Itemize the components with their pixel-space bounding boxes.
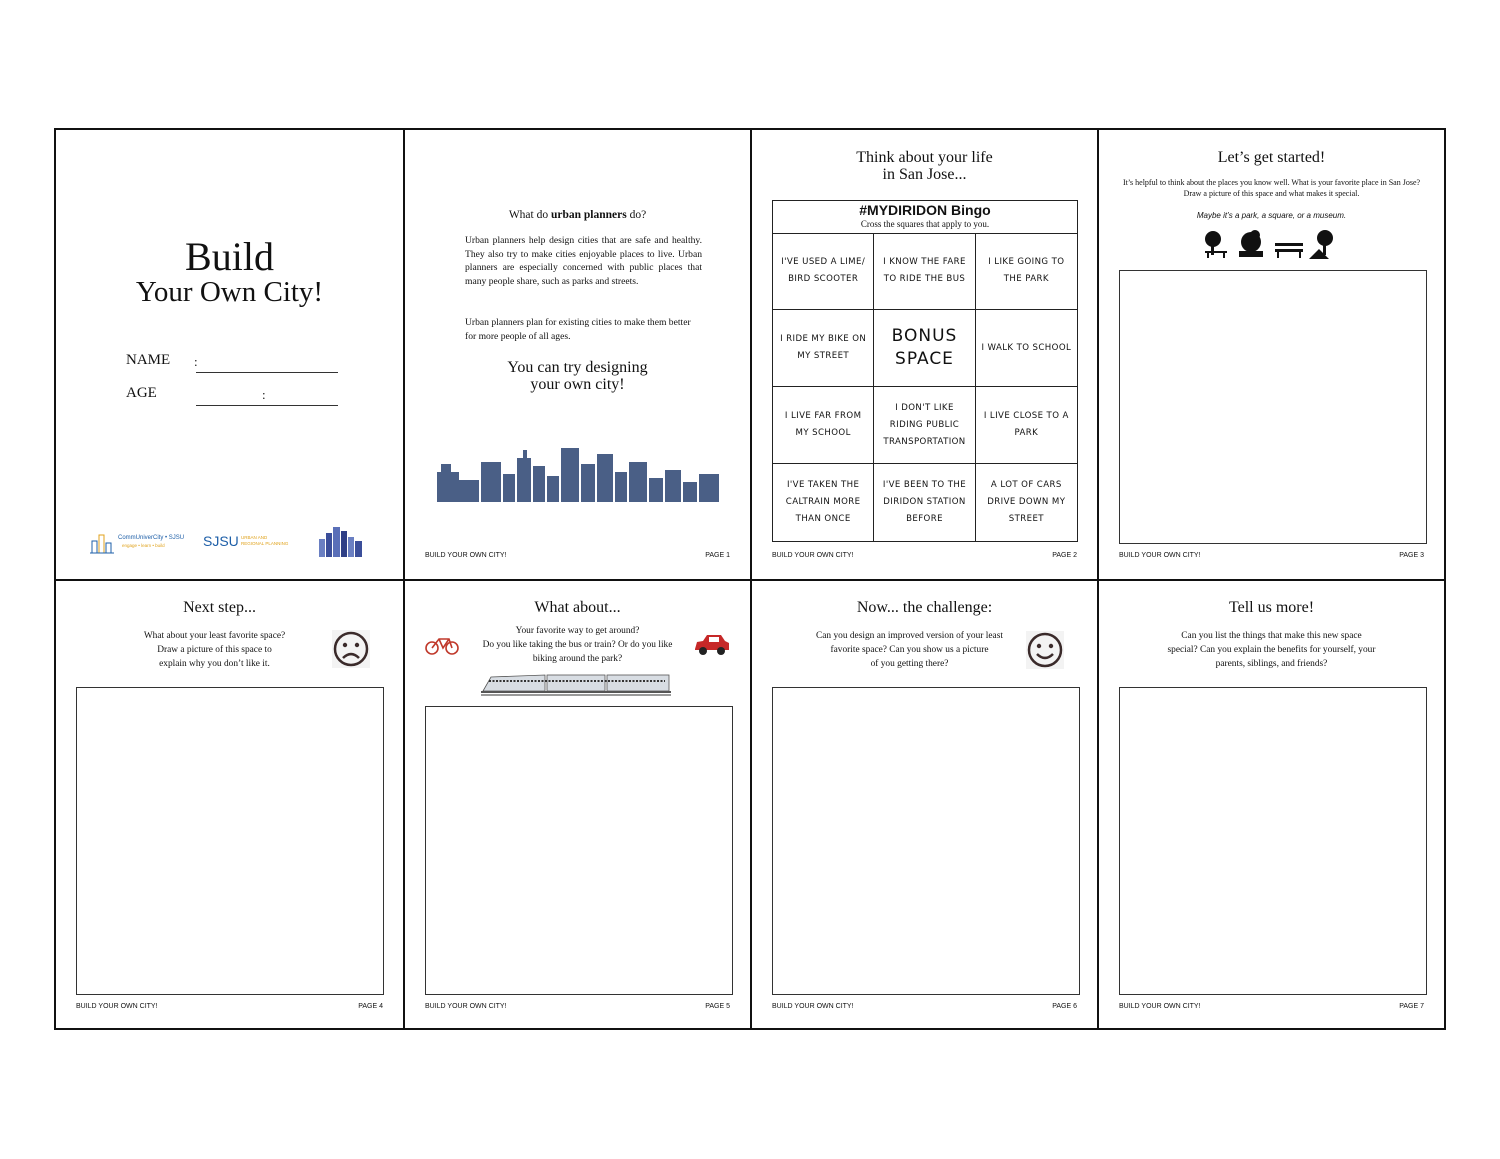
- page-1-cta-line2: your own city!: [530, 376, 625, 393]
- drawing-area[interactable]: [772, 687, 1080, 995]
- footer-label: BUILD YOUR OWN CITY!: [425, 1003, 507, 1010]
- page-1-footer: [425, 552, 730, 559]
- page-4-footer: [76, 1003, 383, 1010]
- sjsu-dept: [241, 535, 288, 547]
- bingo-square[interactable]: I'VE TAKEN THE CALTRAIN MORE THAN ONCE: [773, 464, 874, 541]
- city-icon: [90, 533, 114, 555]
- bingo-square[interactable]: I LIVE CLOSE TO A PARK: [976, 387, 1077, 464]
- page-7-title: Tell us more!: [1228, 599, 1315, 616]
- page-6-line3: of you getting there?: [870, 659, 949, 669]
- page-2-title-line1: Think about your life: [856, 149, 993, 166]
- page-2-title-line2: in San Jose...: [882, 166, 967, 183]
- page-1-panel: [405, 130, 750, 579]
- name-colon: :: [194, 354, 198, 369]
- page-4-title: Next step...: [183, 599, 256, 616]
- bingo-subtitle: Cross the squares that apply to you.: [860, 219, 990, 229]
- page-1-question: [405, 207, 750, 224]
- page-4-line1: What about your least favorite space?: [143, 631, 286, 641]
- bingo-square[interactable]: I RIDE MY BIKE ON MY STREET: [773, 310, 874, 387]
- logo-text: CommUniverCity • SJSU: [118, 535, 185, 541]
- page-number: PAGE 7: [1399, 1003, 1424, 1010]
- page-4-line2: Draw a picture of this space to: [157, 645, 272, 655]
- page-3-title: Let’s get started!: [1217, 149, 1326, 166]
- page-1-paragraph-1: Urban planners help design cities that are safe and healthy. They also try to make cities enjoyable places to live. Urban planners are especially concerned with public places that many people share, such as parks and streets.: [465, 235, 702, 287]
- bingo-grid: [773, 233, 1077, 541]
- question-post: do?: [626, 209, 647, 221]
- page-5-line3: biking around the park?: [532, 654, 623, 664]
- page-1-paragraph-2: Urban planners plan for existing cities to make them better for more people of all ages.: [465, 317, 691, 342]
- booklet-sheet: [54, 128, 1446, 1030]
- page-7-line2: special? Can you explain the benefits for yourself, your: [1167, 645, 1376, 655]
- page-7-line1: Can you list the things that make this new space: [1181, 631, 1362, 641]
- bingo-bonus-square[interactable]: BONUS SPACE: [874, 310, 975, 387]
- communiversity-logo: [90, 531, 185, 557]
- bingo-square[interactable]: I DON'T LIKE RIDING PUBLIC TRANSPORTATION: [874, 387, 975, 464]
- drawing-area[interactable]: [1119, 687, 1427, 995]
- footer-label: BUILD YOUR OWN CITY!: [772, 552, 854, 559]
- bicycle-icon: [425, 635, 459, 655]
- sjsu-dept-line2: REGIONAL PLANNING: [241, 541, 289, 546]
- drawing-area[interactable]: [76, 687, 384, 995]
- page-3-panel: [1099, 130, 1444, 579]
- park-icons: [1201, 229, 1343, 261]
- bingo-header: [773, 201, 1077, 234]
- cover-panel: [56, 130, 403, 579]
- page-5-footer: [425, 1003, 730, 1010]
- question-pre: What do: [508, 209, 551, 221]
- footer-label: BUILD YOUR OWN CITY!: [76, 1003, 158, 1010]
- page-3-text: It’s helpful to think about the places you know well. What is your favorite place in San Jose? Draw a picture of this space and what makes it special.: [1122, 178, 1421, 198]
- name-field[interactable]: [196, 354, 338, 373]
- page-number: PAGE 1: [705, 552, 730, 559]
- page-5-panel: [405, 581, 750, 1030]
- age-label: AGE: [126, 385, 157, 401]
- age-colon: :: [262, 387, 266, 402]
- page-2-footer: [772, 552, 1077, 559]
- bingo-square[interactable]: A LOT OF CARS DRIVE DOWN MY STREET: [987, 480, 1066, 524]
- page-5-title: What about...: [534, 599, 621, 616]
- page-number: PAGE 4: [358, 1003, 383, 1010]
- bingo-card: [772, 200, 1078, 542]
- cover-title: Build: [185, 234, 274, 279]
- page-7-line3: parents, siblings, and friends?: [1215, 659, 1328, 669]
- page-5-line1: Your favorite way to get around?: [515, 626, 640, 636]
- bingo-square[interactable]: I LIKE GOING TO THE PARK: [976, 233, 1077, 310]
- car-icon: [693, 633, 731, 657]
- happy-face-icon: [1026, 631, 1064, 669]
- drawing-area[interactable]: [425, 706, 733, 995]
- footer-label: BUILD YOUR OWN CITY!: [1119, 1003, 1201, 1010]
- logo-subtext: engage • learn • build: [122, 543, 165, 548]
- skyline-logo-icon: [317, 527, 365, 559]
- page-4-line3: explain why you don’t like it.: [159, 659, 270, 669]
- page-4-panel: [56, 581, 403, 1030]
- bingo-title: #MYDIRIDON Bingo: [859, 202, 991, 218]
- sjsu-dept-line1: URBAN AND: [241, 535, 268, 540]
- bingo-square[interactable]: I'VE USED A LIME/ BIRD SCOOTER: [773, 233, 874, 310]
- train-icon: [481, 671, 673, 697]
- sjsu-wordmark: SJSU: [203, 533, 239, 549]
- age-field[interactable]: [196, 387, 338, 406]
- page-6-line2: favorite space? Can you show us a picture: [830, 645, 989, 655]
- bingo-square[interactable]: I LIVE FAR FROM MY SCHOOL: [773, 387, 874, 464]
- city-skyline-illustration: [437, 444, 721, 502]
- page-5-line2: Do you like taking the bus or train? Or do you like: [482, 640, 673, 650]
- page-6-title: Now... the challenge:: [856, 599, 993, 616]
- name-label: NAME: [126, 352, 171, 368]
- bingo-square[interactable]: I WALK TO SCHOOL: [976, 310, 1077, 387]
- page-3-footer: [1119, 552, 1424, 559]
- page-1-cta-line1: You can try designing: [507, 359, 648, 376]
- footer-label: BUILD YOUR OWN CITY!: [772, 1003, 854, 1010]
- question-bold: urban planners: [550, 209, 627, 221]
- drawing-area[interactable]: [1119, 270, 1427, 544]
- bingo-square[interactable]: I KNOW THE FARE TO RIDE THE BUS: [874, 233, 975, 310]
- cover-subtitle: Your Own City!: [135, 276, 324, 308]
- page-number: PAGE 3: [1399, 552, 1424, 559]
- page-6-line1: Can you design an improved version of your least: [816, 631, 1003, 641]
- footer-label: BUILD YOUR OWN CITY!: [425, 552, 507, 559]
- page-6-panel: [752, 581, 1097, 1030]
- footer-label: BUILD YOUR OWN CITY!: [1119, 552, 1201, 559]
- page-number: PAGE 2: [1052, 552, 1077, 559]
- page-7-footer: [1119, 1003, 1424, 1010]
- page-2-panel: [752, 130, 1097, 579]
- page-number: PAGE 5: [705, 1003, 730, 1010]
- page-3-hint: Maybe it’s a park, a square, or a museum.: [1196, 211, 1347, 220]
- sad-face-icon: [332, 630, 370, 668]
- sjsu-logo: [203, 533, 293, 557]
- page-number: PAGE 6: [1052, 1003, 1077, 1010]
- page-7-panel: [1099, 581, 1444, 1030]
- page-6-footer: [772, 1003, 1077, 1010]
- bingo-square[interactable]: I'VE BEEN TO THE DIRIDON STATION BEFORE: [874, 464, 975, 541]
- partner-logos: [90, 527, 369, 561]
